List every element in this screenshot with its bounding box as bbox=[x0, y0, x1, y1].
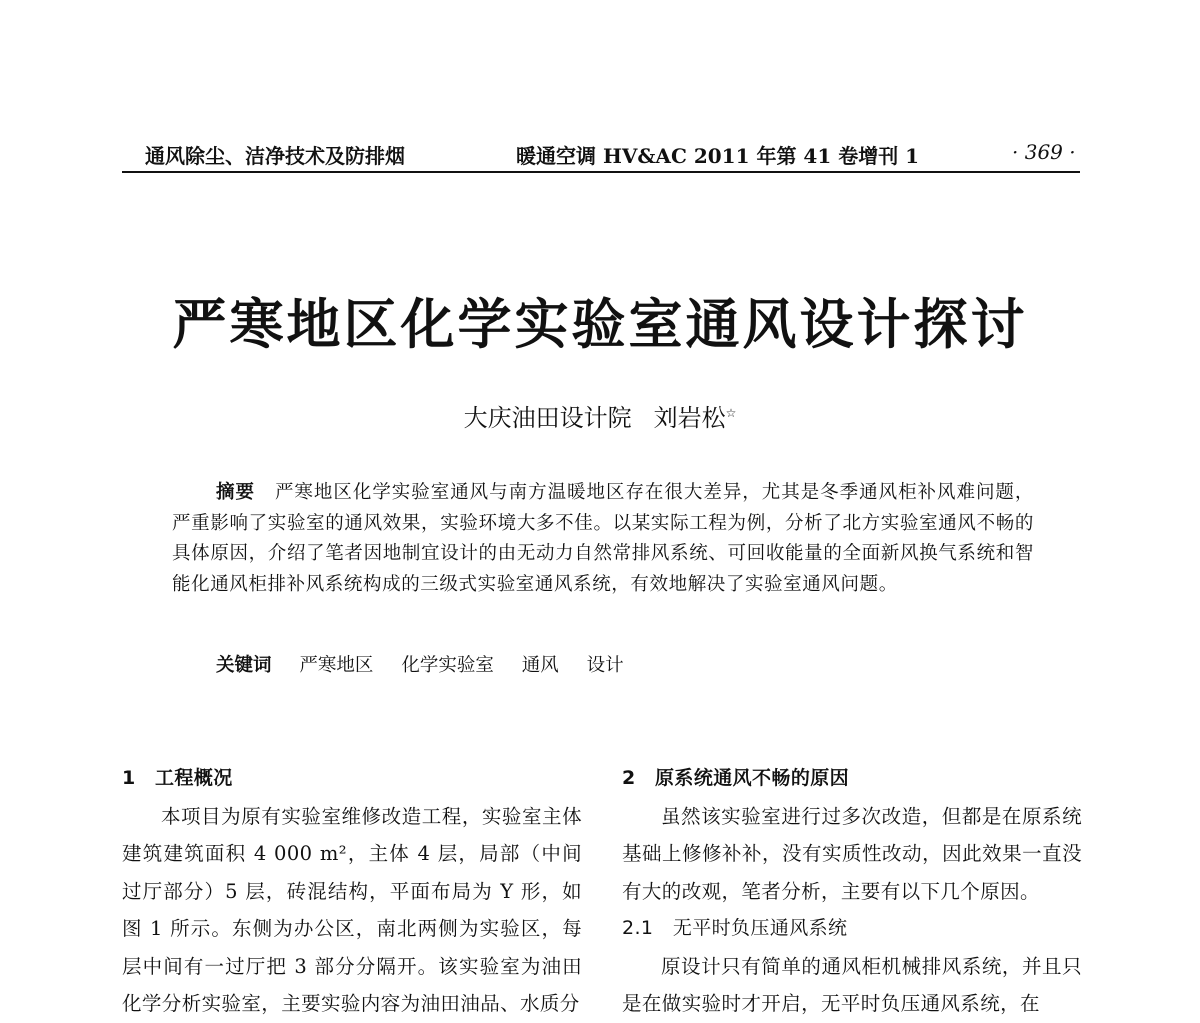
author-affiliation: 大庆油田设计院 bbox=[463, 404, 632, 432]
author-line bbox=[0, 398, 1200, 433]
author-name: 刘岩松 bbox=[653, 404, 726, 432]
header-page-number: · 369 · bbox=[1012, 140, 1076, 164]
keyword-item: 化学实验室 bbox=[401, 655, 494, 676]
keywords-label: 关键词 bbox=[216, 655, 272, 676]
keyword-item: 设计 bbox=[586, 655, 624, 676]
keywords bbox=[216, 651, 646, 681]
keyword-item: 严寒地区 bbox=[299, 655, 374, 676]
paper-title: 严寒地区化学实验室通风设计探讨 bbox=[172, 292, 1028, 356]
header-section: 通风除尘、洁净技术及防排烟 bbox=[145, 144, 405, 168]
header-journal: 暖通空调 HV&AC 2011 年第 41 卷增刊 1 bbox=[516, 144, 920, 168]
section-1-heading: 1 工程概况 bbox=[122, 767, 233, 789]
author-footnote-mark: ☆ bbox=[725, 406, 737, 420]
abstract-text: 严寒地区化学实验室通风与南方温暖地区存在很大差异，尤其是冬季通风柜补风难问题，严重影响了实验室的通风效果，实验环境大多不佳。以某实际工程为例，分析了北方实验室通风不畅的具体原因，介绍了笔者因地制宜设计的由无动力自然常排风系统、可回收能量的全面新风换气系统和智能化通风柜排补风系统构成的三级式实验室通风系统，有效地解决了实验室通风问题。 bbox=[172, 482, 1035, 595]
left-column bbox=[122, 760, 582, 1023]
section-1-paragraph: 本项目为原有实验室维修改造工程，实验室主体建筑建筑面积 4 000 m²，主体 4 层，局部（中间过厅部分）5 层，砖混结构，平面布局为 Y 形，如图 1 所示。东侧为办公区，南北两侧为实验区，每层中间有一过厅把 3 部分分隔开。该实验室为油田化学分析实验室，主要实验内容为油田油品、水质分 bbox=[122, 804, 582, 1015]
subsection-2-1-paragraph: 原设计只有简单的通风柜机械排风系统，并且只是在做实验时才开启，无平时负压通风系统，在 bbox=[622, 954, 1082, 1015]
abstract-label: 摘要 bbox=[216, 482, 255, 503]
keyword-item: 通风 bbox=[521, 655, 559, 676]
subsection-2-1-heading: 2.1 无平时负压通风系统 bbox=[622, 917, 848, 939]
section-2-heading: 2 原系统通风不畅的原因 bbox=[622, 767, 850, 789]
header-rule bbox=[122, 171, 1080, 173]
abstract bbox=[172, 478, 1034, 600]
right-column bbox=[622, 760, 1082, 1023]
section-2-paragraph: 虽然该实验室进行过多次改造，但都是在原系统基础上修修补补，没有实质性改动，因此效果一直没有大的改观，笔者分析，主要有以下几个原因。 bbox=[622, 804, 1082, 903]
